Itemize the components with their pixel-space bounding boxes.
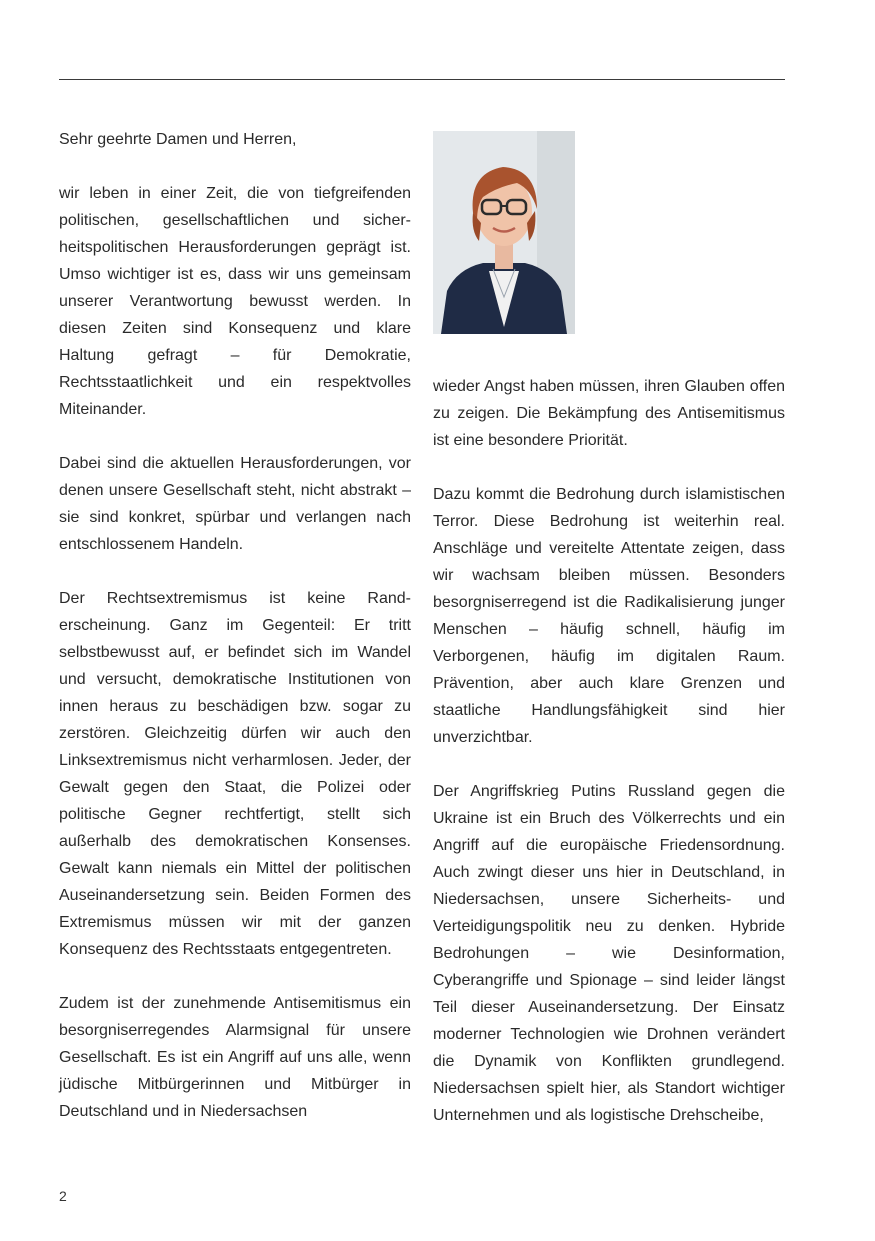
left-column [59,126,411,1152]
paragraph: Der Angriffskrieg Putins Russland gegen die Ukraine ist ein Bruch des Völkerrechts und ein Angriff auf die europäische Friedensordnung. Auch zwingt dieser uns hier in Deutschland, in Niedersachsen, unsere Sicherheits- und Verteidigungspolitik neu zu denken. Hybride Bedrohungen – wie Desinformation, Cyberangriffe und Spionage – sind leider längst Teil dieser Auseinandersetzung. Der Einsatz moderner Technologien wie Drohnen verändert die Dynamik von Konflikten grundlegend. Niedersachsen spielt hier, als Standort wichtiger Unternehmen und als logistische Drehscheibe, [433,783,785,1124]
right-column [433,126,785,1156]
header-rule [59,79,785,80]
paragraph: Zudem ist der zunehmende Antisemitismus ein besorgniserregendes Alarmsignal für unsere Gesellschaft. Es ist ein Angriff auf uns alle, wenn jüdische Mitbürgerinnen und Mitbürger in Deutschland und in Niedersachsen [59,995,411,1120]
salutation: Sehr geehrte Damen und Herren, [59,131,297,148]
paragraph: Dabei sind die aktuellen Herausforderungen, vor denen unsere Gesellschaft steht, nicht abstrakt – sie sind konkret, spürbar und verlangen nach entschlossenem Handeln. [59,455,411,553]
paragraph: wir leben in einer Zeit, die von tiefgreifenden politischen, gesellschaftlichen und sicherheitspolitischen Herausforderungen geprägt ist. Umso wichtiger ist es, dass wir uns gemeinsam unserer Verantwortung bewusst werden. In diesen Zeiten sind Konsequenz und klare Haltung gefragt – für Demokratie, Rechtsstaatlichkeit und ein respektvolles Miteinander. [59,185,411,418]
paragraph: Dazu kommt die Bedrohung durch islamistischen Terror. Diese Bedrohung ist weiterhin real. Anschläge und vereitelte Attentate zeigen, dass wir wachsam bleiben müssen. Besonders besorgniserregend ist die Radikalisierung junger Menschen – häufig schnell, häufig im Verborgenen, häufig im digitalen Raum. Prävention, aber auch klare Grenzen und staatliche Handlungsfähigkeit sind hier unverzichtbar. [433,486,785,746]
paragraph: wieder Angst haben müssen, ihren Glauben offen zu zeigen. Die Bekämpfung des Antisemitismus ist eine besondere Priorität. [433,378,785,449]
paragraph: Der Rechtsextremismus ist keine Randerscheinung. Ganz im Gegenteil: Er tritt selbstbewusst auf, er befindet sich im Wandel und versucht, demokratische Institutionen von innen heraus zu beschädigen bzw. sogar zu zerstören. Gleichzeitig dürfen wir auch den Linksextremismus nicht verharmlosen. Jeder, der Gewalt gegen den Staat, die Polizei oder politische Gegner rechtfertigt, stellt sich außerhalb des demokratischen Konsenses. Gewalt kann niemals ein Mittel der politischen Auseinandersetzung sein. Beiden Formen des Extremismus müssen wir mit der ganzen Konsequenz des Rechtsstaats entgegentreten. [59,590,411,958]
page-number: 2 [59,1188,67,1204]
portrait-photo [433,131,575,334]
